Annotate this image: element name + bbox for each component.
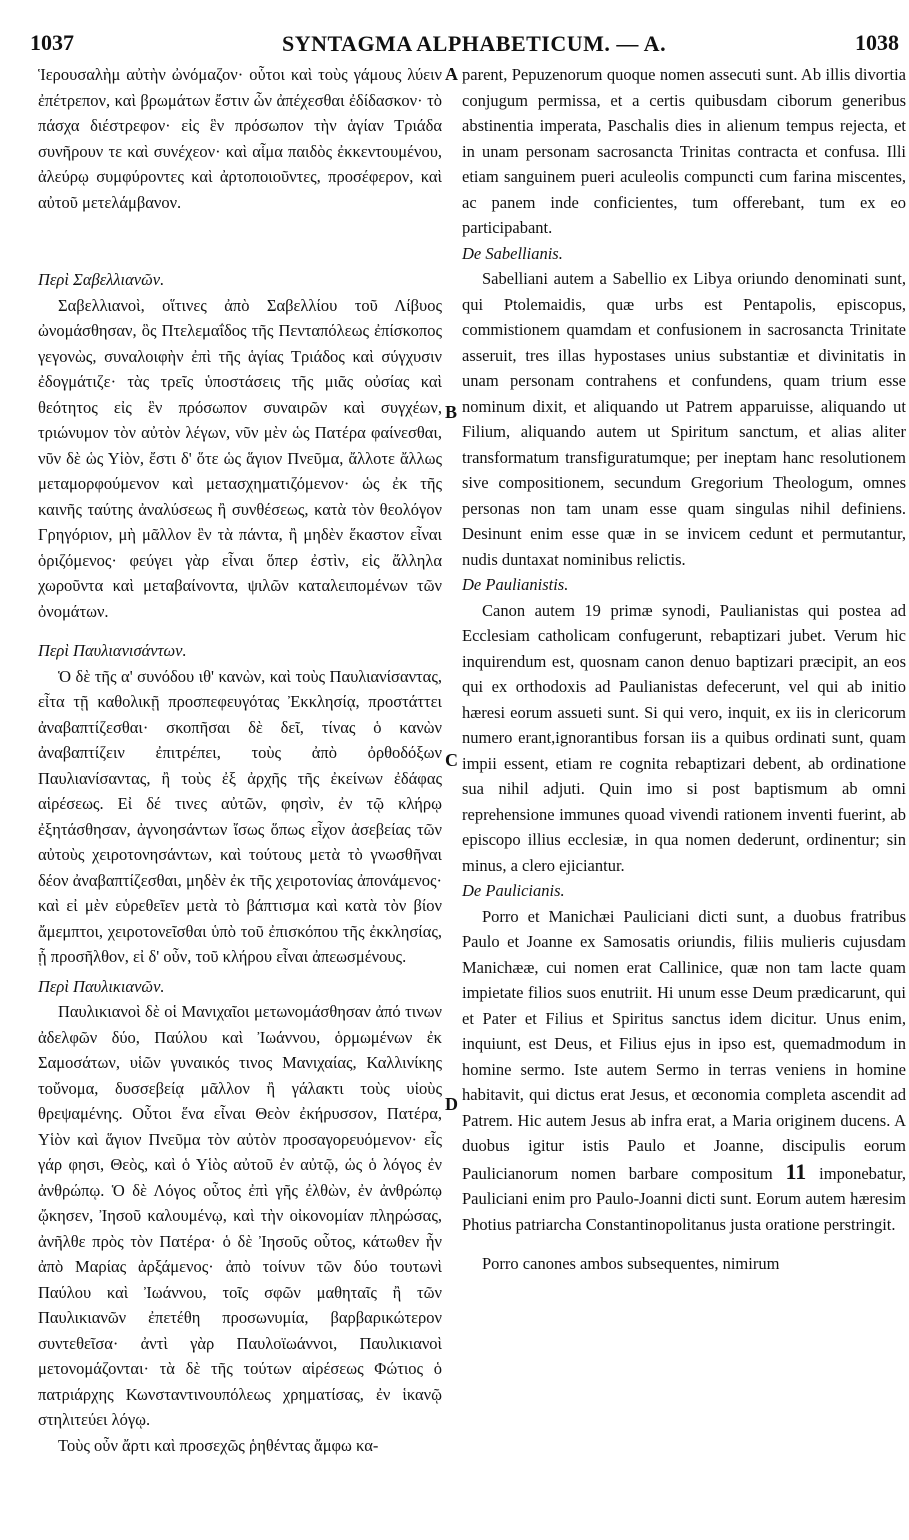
greek-paragraph-paulicians: Παυλικιανοὶ δὲ οἱ Μανιχαῖοι μετωνομάσθησαν ἀπό τινων ἀδελφῶν δύο, Παύλου καὶ Ἰωάννου, ὁρμωμένων ἐκ Σαμοσάτων, υἱῶν γυναικός τινος Μανιχαίας, Καλλινίκης τοὔνομα, δυσσεβείᾳ μᾶλλον ἢ γάλακτι τοὺς υἱοὺς θρεψαμένης. Οὗτοι ἕνα εἶναι Θεὸν ἐκήρυσσον, Πατέρα, Υἱὸν καὶ ἅγιον Πνεῦμα τὸν αὐτὸν προσαγορευόμενον· εἷς γάρ φησι, Θεὸς, καὶ ὁ Υἱὸς αὐτοῦ ἐν αὐτῷ, ὡς ὁ λόγος ἐν ἀνθρώπῳ. Ὁ δὲ Λόγος οὗτος ἐπὶ γῆς ἐλθὼν, ἐν ἀνθρώπῳ ᾤκησεν, Ἰησοῦ καλουμένῳ, καὶ τὴν οἰκονομίαν πληρώσας, ἀνῆλθε πρὸς τὸν Πατέρα· ὁ δὲ Ἰησοῦς οὗτος, κάτωθεν ἦν ἀπὸ Μαρίας ἀρξάμενος· ἀπὸ τοίνυν τῶν δύο τουτωνὶ Παύλου καὶ Ἰωάννου, τοῖς σφῶν μαθηταῖς ἢ τῶν Παυλικιανῶν ἐπετέθη προσωνυμία, βαρβαρικώτερον συντεθεῖσα· ἀντὶ γὰρ Παυλοϊωάννοι, Παυλικιανοὶ μετονομάζονται· τὰ δὲ τῆς τούτων αἱρέσεως Φώτιος ὁ πατριάρχης Κωνσταντινουπόλεως χρηματίσας, ἐν ἱκανῷ στηλιτεύει λόγῳ.: [38, 1002, 442, 1429]
greek-paragraph-sabellians: Σαβελλιανοὶ, οἵτινες ἀπὸ Σαβελλίου τοῦ Λίβυος ὠνομάσθησαν, ὃς Πτελεμαΐδος τῆς Πενταπόλεως ἐπίσκοπος γεγονὼς, συναλοιφὴν ἐπὶ τῆς ἁγίας Τριάδος καὶ σύγχυσιν ἐδογμάτιζε· τὰς τρεῖς ὑποστάσεις τῆς μιᾶς οὐσίας καὶ θεότητος εἰς ἓν πρόσωπον συναιρῶν καὶ συγχέων, τριώνυμον τὸν αὐτὸν λέγων, νῦν μὲν ὡς Πατέρα φαίνεσθαι, νῦν δὲ ὡς Υἱὸν, ἔστι δ' ὅτε ὡς ἅγιον Πνεῦμα, ἄλλοτε ἄλλως μεταμορφούμενον καὶ μετασχηματιζόμενον· ὡς ἐκ τῆς καινῆς ταύτης ἀναλύσεως ἢ συνθέσεως, κατὰ τὸν θεολόγον Γρηγόριον, μὴ μᾶλλον ἓν τὰ πάντα, ἢ μηδὲν ἕκαστον εἶναι ὁριζόμενος· φεύγει γὰρ εἶναι ὅπερ ἐστὶν, εἰς ἄλληλα χωροῦντα καὶ μεταβαίνοντα, ψιλῶν καταλειπομένων τῶν ὀνομάτων.: [38, 295, 442, 621]
greek-column: [38, 62, 442, 1458]
latin-heading-sabellians: De Sabellianis.: [462, 243, 563, 263]
latin-paulicians-part-2: imponebatur, Pauliciani enim pro Paulo-Joanni dicti sunt. Eorum autem hæresim Photius patriarcha Constantinopolitanus justa oratione perstringit.: [462, 1163, 907, 1234]
latin-column: [462, 62, 906, 1277]
latin-paragraph-final: Porro canones ambos subsequentes, nimirum: [482, 1254, 780, 1273]
latin-heading-paulicians: De Paulicianis.: [462, 881, 565, 900]
latin-paragraph-1: parent, Pepuzenorum quoque nomen assecuti sunt. Ab illis divortia conjugum permissa, et a certis quibusdam ciborum generibus abstinentia imperata, Paschalis dies in alienum tempus rejecta, et in unam personam sacrosancta Trinitas contracta et confusa. Illi etiam sanguinem pueri aculeolis compuncti cum farina miscentes, ac panem inde conficientes, tum offerebant, tum ex eo participabant.: [462, 65, 906, 237]
page-header: [0, 0, 909, 58]
column-number: 11: [785, 1158, 807, 1184]
marker-d: D: [445, 1094, 458, 1114]
marker-a: A: [445, 64, 458, 84]
running-title: SYNTAGMA ALPHABETICUM. — A.: [282, 31, 667, 56]
page-number-left: 1037: [30, 30, 74, 55]
greek-paragraph-paulianists: Ὁ δὲ τῆς α' συνόδου ιθ' κανὼν, καὶ τοὺς Παυλιανίσαντας, εἶτα τῇ καθολικῇ προσπεφευγότας Ἐκκλησίᾳ, προστάττει ἀναβαπτίζεσθαι· σκοπῆσαι δὲ δεῖ, τίνας ὁ κανὼν ἀναβαπτίζειν ἐπιτρέπει, τοὺς ἀπὸ ὀρθοδόξων Παυλιανίσαντας, ἢ τοὺς ἐξ ἀρχῆς τῆς ἐκείνων ἐδάφας αἱρέσεως. Εἰ δέ τινες αὐτῶν, φησὶν, ἐν τῷ κλήρῳ ἐξητάσθησαν, ἀγνοησάντων ἴσως ὅπως εἶχον ἀσεβείας τῶν αὐτοὺς χειροτονησάντων, καὶ τούτους μετὰ τὸ γνωσθῆναι δέον ἀναβαπτίζεσθαι, μηδὲν ἐκ τῆς χειροτονίας ἀπονάμενος· καὶ εἰ μὲν εὑρεθεῖεν μετὰ τὸ βάπτισμα καὶ κατὰ τὸν βίον ἄμεμπτοι, χειροτονεῖσθαι ὑπὸ τοῦ ἐπισκόπου τῆς ἐκκλησίας, ᾗ προσῆλθον, εἰ δ' οὖν, τοῦ κλήρου εἶναι ἀπεωσμένους.: [38, 666, 442, 966]
page-number-right: 1038: [855, 30, 899, 55]
marker-b: B: [445, 402, 458, 422]
greek-paragraph-final: Τοὺς οὖν ἄρτι καὶ προσεχῶς ῥηθέντας ἄμφω κα-: [58, 1435, 379, 1455]
marker-c: C: [445, 750, 458, 770]
greek-heading-sabellians: Περὶ Σαβελλιανῶν.: [38, 270, 165, 289]
greek-heading-paulianists: Περὶ Παυλιανισάντων.: [38, 641, 187, 660]
greek-heading-paulicians: Περὶ Παυλικιανῶν.: [38, 976, 165, 996]
latin-paulicians-part-1: Porro et Manichæi Pauliciani dicti sunt, a duobus fratribus Paulo et Joanne ex Samosatis oriundis, filiis mulieris cujusdam Manichææ, cui nomen erat Callinice, quæ non tam lacte quam impietate filios suos enutriit. Hi unum esse Deum prædicarunt, qui et Pater et Filius et Spiritus sanctus idem dicitur. Unus enim, inquiunt, est Deus, et Filius ejus in ipso est, quemadmodum in homine sermo. Iste autem Sermo in terras veniens in homine habitavit, qui dictus erat Jesus, et œconomia completa ascendit ad Patrem. Hic autem Jesus ab infra erat, a Maria originem ducens. A duobus igitur istis Paulo et Joanne, discipulis eorum Paulicianorum nomen barbare compositum: [462, 906, 906, 1183]
latin-paragraph-paulianists: Canon autem 19 primæ synodi, Paulianistas qui postea ad Ecclesiam catholicam confugerunt, rebaptizari jubet. Verum hic inquirendum est, quosnam canon denuo baptizari præcipit, an eos qui ex orthodoxis ad Paulianistas defecerunt, vel qui ab initio hæresi eorum assueti sunt. Si qui vero, inquit, ex iis in clericorum numero erant,ignorantibus forsan iis a quibus ordinati sunt, quam impii essent, etiam re cognita rebaptizari debent, ab ordinatione sua nihil adjuti. Quin imo si post baptismum ab omni reprehensione immunes quoad vivendi rationem inventi fuerint, ab episcopo illius ecclesiæ, in qua nomen dederunt, ordinentur; sin minus, a clero ejiciantur.: [462, 600, 906, 875]
latin-paragraph-paulicians: [462, 904, 906, 1238]
latin-heading-paulianists: De Paulianistis.: [462, 575, 569, 594]
greek-paragraph-1: Ἱερουσαλὴμ αὐτὴν ὠνόμαζον· οὗτοι καὶ τοὺς γάμους λύειν ἐπέτρεπον, καὶ βρωμάτων ἔστιν ὧν ἀπέχεσθαι ἐδίδασκον· τὸ πάσχα διέστρεφον· εἰς ἓν πρόσωπον τὴν ἁγίαν Τριάδα συνῆρουν τε καὶ συνέχεον· καὶ αἷμα παιδὸς ἐκκεντουμένου, ἀλεύρῳ συμφύροντες καὶ ἀρτοποιοῦντες, προσέφερον, καὶ αὐτοῦ μετελάμβανον.: [38, 65, 442, 212]
latin-paragraph-sabellians: Sabelliani autem a Sabellio ex Libya oriundo denominati sunt, qui Ptolemaidis, quæ urbs est Pentapolis, episcopus, commistionem quamdam et confusionem in sacrosancta Trinitate asseruit, tres illas hypostases unius substantiæ et divinitatis in unam personam contrahens et confundens, quam trium esse nominum dixit, et aliquando ut Patrem apparuisse, aliquando ut Filium, aliquando autem ut Spiritum sanctum, et alias aliter transformatum transfiguratumque; per ineptam hanc resolutionem sive compositionem, secundum Gregorium Theologum, omnes personas non tam unam esse quam singulas nihil definiens. Desinunt enim esse quæ in se invicem cedunt et permutantur, nudis duntaxat nominibus relictis.: [462, 269, 906, 569]
